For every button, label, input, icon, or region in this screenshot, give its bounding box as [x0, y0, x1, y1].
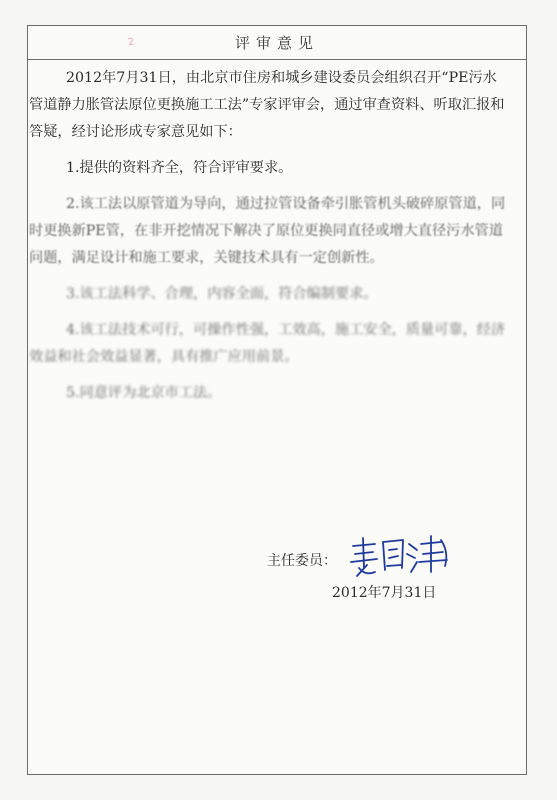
- opinion-item-3: 3.该工法科学、合理，内容全面，符合编制要求。: [66, 286, 378, 302]
- chair-label: 主任委员：: [267, 553, 337, 569]
- page-number-mark: 2: [127, 36, 136, 49]
- opinion-item-2: 2.该工法以原管道为导向，通过拉管设备牵引胀管机头破碎原管道，同时更换新PE管，在非开挖情况下解决了原位更换同直径或增大直径污水管道问题，满足设计和施工要求，关键技术具有一定创新性。: [29, 196, 506, 266]
- signature-block: [267, 540, 497, 610]
- opinion-item-1: 1.提供的资料齐全，符合评审要求。: [66, 160, 293, 176]
- handwritten-signature: [345, 532, 455, 582]
- opinion-intro: 2012年7月31日，由北京市住房和城乡建设委员会组织召开“PE污水管道静力胀管法原位更换施工工法”专家评审会，通过审查资料、听取汇报和答疑，经讨论形成专家意见如下：: [29, 70, 505, 140]
- opinion-item-5: 5.同意评为北京市工法。: [66, 385, 222, 401]
- opinion-body: [0, 65, 557, 407]
- signature-date: 2012年7月31日: [332, 585, 437, 601]
- page-title: 评审意见: [28, 26, 526, 60]
- opinion-item-4: 4.该工法技术可行，可操作性强，工效高，施工安全，质量可靠，经济效益和社会效益显著，具有推广应用前景。: [29, 322, 506, 365]
